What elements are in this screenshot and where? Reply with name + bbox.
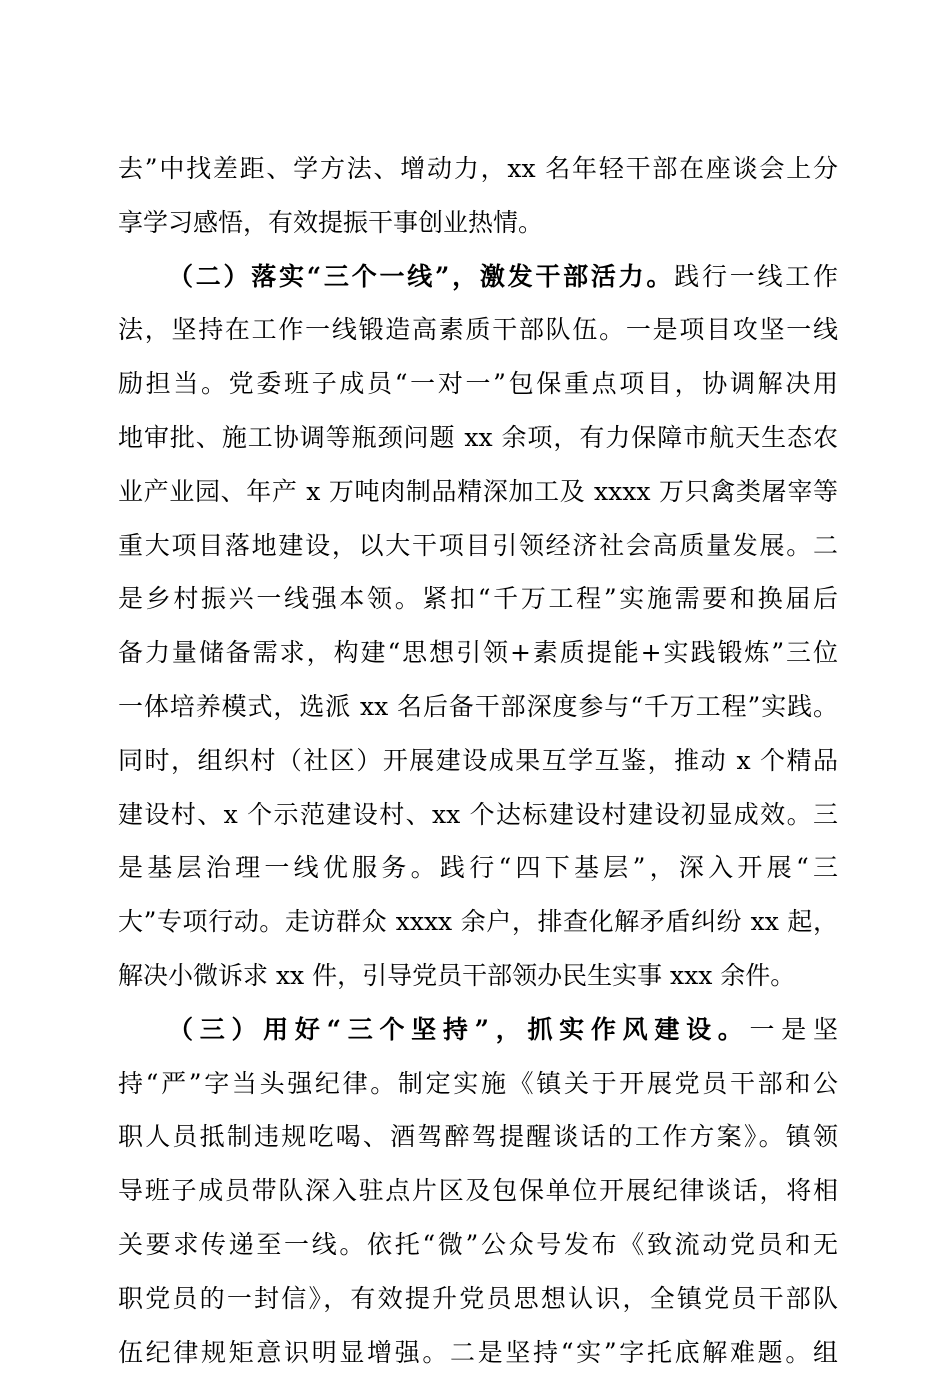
text-line: 是乡村振兴一线强本领。紧扣“千万工程”实施需要和换届后 bbox=[118, 584, 838, 614]
text-line: 享学习感悟，有效提振干事创业热情。 bbox=[118, 207, 544, 237]
text-line: 解决小微诉求 xx 件，引导党员干部领办民生实事 xxx 余件。 bbox=[118, 960, 796, 990]
text-line: 职党员的一封信》，有效提升党员思想认识，全镇党员干部队 bbox=[118, 1283, 838, 1313]
text-line: 法，坚持在工作一线锻造高素质干部队伍。一是项目攻坚一线 bbox=[118, 315, 838, 345]
text-line: 去”中找差距、学方法、增动力，xx 名年轻干部在座谈会上分 bbox=[118, 154, 838, 183]
document-body bbox=[118, 142, 838, 1379]
text-line: 业产业园、年产 x 万吨肉制品精深加工及 xxxx 万只禽类屠宰等 bbox=[118, 476, 838, 506]
text-line: 励担当。党委班子成员“一对一”包保重点项目，协调解决用 bbox=[118, 369, 838, 399]
text-line: 同时，组织村（社区）开展建设成果互学互鉴，推动 x 个精品 bbox=[118, 745, 838, 775]
text-line: 建设村、x 个示范建设村、xx 个达标建设村建设初显成效。三 bbox=[118, 799, 838, 829]
text-line: 伍纪律规矩意识明显增强。二是坚持“实”字托底解难题。组 bbox=[118, 1337, 838, 1367]
text-line bbox=[118, 250, 838, 304]
text-line: 地审批、施工协调等瓶颈问题 xx 余项，有力保障市航天生态农 bbox=[118, 422, 838, 452]
text-line: 持“严”字当头强纪律。制定实施《镇关于开展党员干部和公 bbox=[118, 1068, 838, 1098]
text-span: 一是坚 bbox=[749, 1014, 838, 1044]
text-line: 大”专项行动。走访群众 xxxx 余户，排查化解矛盾纠纷 xx 起， bbox=[118, 907, 838, 937]
section-heading: （二）落实“三个一线”，激发干部活力。 bbox=[168, 261, 675, 291]
section-heading: （三）用好“三个坚持”，抓实作风建设。 bbox=[168, 1014, 750, 1044]
text-line bbox=[118, 1003, 838, 1057]
text-line: 一体培养模式，选派 xx 名后备干部深度参与“千万工程”实践。 bbox=[118, 691, 838, 721]
text-line: 重大项目落地建设，以大干项目引领经济社会高质量发展。二 bbox=[118, 530, 838, 560]
text-line: 关要求传递至一线。依托“微”公众号发布《致流动党员和无 bbox=[118, 1229, 838, 1259]
text-line: 职人员抵制违规吃喝、酒驾醉驾提醒谈话的工作方案》。镇领 bbox=[118, 1122, 838, 1152]
text-span: 践行一线工作 bbox=[674, 261, 838, 291]
text-line: 是基层治理一线优服务。践行“四下基层”，深入开展“三 bbox=[118, 853, 838, 883]
text-line: 备力量储备需求，构建“思想引领+素质提能+实践锻炼”三位 bbox=[118, 638, 838, 668]
text-line: 导班子成员带队深入驻点片区及包保单位开展纪律谈话，将相 bbox=[118, 1176, 838, 1206]
